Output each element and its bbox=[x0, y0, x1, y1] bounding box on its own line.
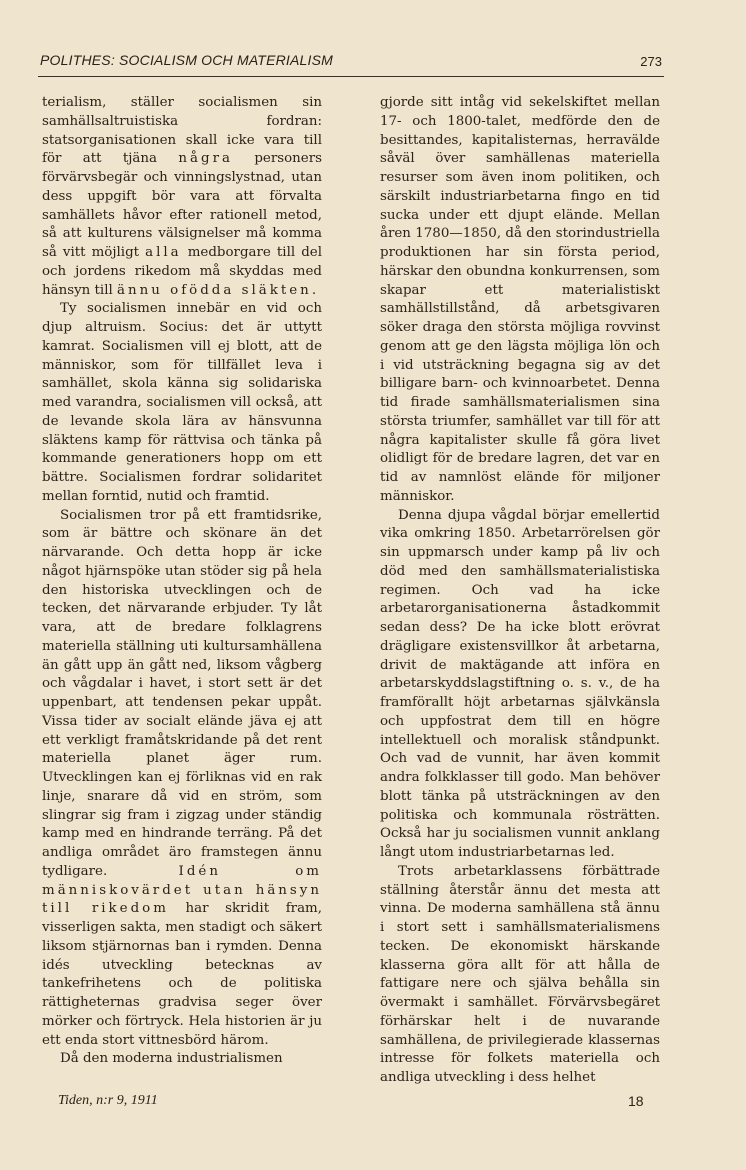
text-run: personers förvärvsbegär och vinningslystnad, utan dess uppgift bör vara att förvalta samhällets håvor efter rationell metod, så att kulturens välsignelser må komma så vitt möjligt bbox=[42, 151, 322, 260]
paragraph: Denna djupa vågdal börjar emellertid vika omkring 1850. Arbetarrörelsen gör sin uppmarsch under kamp på liv och död med den samhällsmaterialistiska regimen. Och vad ha icke arbetarorganisationerna åstadkommit sedan dess? De ha icke blott erövrat drägligare existensvillkor åt arbetarna, drivit de maktägande att införa en arbetarskyddslagstiftning o. s. v., de ha framförallt höjt arbetarnas självkänsla och uppfostrat dem till en högre intellektuell och moralisk ståndpunkt. Och vad de vunnit, har även kommit andra folkklasser till godo. Man behöver blott tänka på utsträckningen av den politiska och kommunala rösträtten. Också har ju socialismen vunnit anklang långt utom industriarbetarnas led. bbox=[380, 507, 660, 860]
text-run: . bbox=[311, 282, 317, 298]
running-header bbox=[38, 52, 664, 77]
paragraph: Ty socialismen innebär en vid och djup altruism. Socius: det är uttytt kamrat. Socialismen vill ej blott, att de människor, som för tillfället leva i samhället, skola känna sig solidariska med varandra, socialismen vill också, att de levande skola lära av hänsvunna släktens kamp för rättvisa och tänka på kommande generationers hopp om ett bättre. Socialismen fordrar solidaritet mellan forntid, nutid och framtid. bbox=[42, 301, 322, 504]
paragraph: Trots arbetarklassens förbättrade ställning återstår ännu det mesta att vinna. De moderna samhällena stå ännu i stort sett i samhällsmaterialismens tecken. De ekonomiskt härskande klasserna göra allt för att hålla de fattigare nere och själva behålla sin övermakt i samhället. Förvärvsbegäret förhärskar helt i de nuvarande samhällena, de privilegierade klassernas intresse för folkets materiella och andliga utveckling i dess helhet bbox=[380, 863, 660, 1085]
text-run: har skridit fram, visserligen sakta, men stadigt och säkert liksom stjärnornas ban i rymden. Denna idés utveckling betecknas av tankefrihetens och de politiska rättigheternas gradvisa seger över mörker och förtryck. Hela historien är ju ett enda stort vittnesbörd härom. bbox=[42, 901, 323, 1048]
emphasis-text: några bbox=[178, 151, 233, 167]
running-title: POLITHES: SOCIALISM OCH MATERIALISM bbox=[40, 52, 334, 68]
text-run: terialism, ställer socialismen sin samhällsaltruistiska fordran: statsorganisationen skall icke vara till för att tjäna bbox=[42, 95, 322, 167]
paragraph bbox=[42, 94, 322, 300]
emphasis-text: Idén om människovärdet utan hänsyn till rikedom bbox=[42, 863, 322, 917]
journal-footer: Tiden, n:r 9, 1911 bbox=[58, 1093, 158, 1108]
sheet-number: 18 bbox=[628, 1093, 644, 1109]
page-number: 273 bbox=[640, 54, 662, 69]
emphasis-text: ännu ofödda släkten bbox=[117, 282, 312, 298]
text-run: Socialismen tror på ett framtidsrike, som är bättre och skönare än det närvarande. Och detta hopp är icke något hjärnspöke utan stöder sig på hela den historiska utvecklingen och de tecken, det närvarande erbjuder. Ty låt vara, att de bredare folklagrens materiella ställning uti kultursamhällena än gått upp än gått ned, liksom vågberg och vågdalar i havet, i stort sett är det uppenbart, att tendensen pekar uppåt. Vissa tider av socialt elände jäva ej att ett verkligt framåtskridande på det rent materiella planet äger rum. Utvecklingen kan ej förliknas vid en rak linje, snarare då vid en ström, som slingrar sig fram i zigzag under ständig kamp med en hindrande terräng. På det andliga området äro framstegen ännu tydligare. bbox=[42, 507, 322, 879]
paragraph: Då den moderna industrialismen bbox=[60, 1051, 283, 1067]
paragraph bbox=[42, 507, 322, 1051]
left-column bbox=[42, 94, 322, 1069]
text-run: medborgare till del och jordens rikedom må skyddas med hänsyn till bbox=[42, 245, 322, 298]
paragraph: gjorde sitt intåg vid sekelskiftet mellan 17- och 1800-talet, medförde den de besittandes, kapitalisternas, herravälde såväl över samhällenas materiella resurser som även inom politiken, och särskilt industriarbetarna fingo en tid sucka under ett djupt elände. Mellan åren 1780—1850, då den storindustriella produktionen har sin första period, härskar den obundna konkurrensen, som skapar ett materialistiskt samhällstillstånd, då arbetsgivaren söker draga den största möjliga rovvinst genom att ge den lägsta möjliga lön och i vid utsträckning begagna sig av det billigare barn- och kvinnoarbetet. Denna tid firade samhällsmaterialismen sina största triumfer, samhället var till för att några kapitalister skulle få göra livet olidligt för de bredare lagren, det var en tid av namnlöst elände för miljoner människor. bbox=[380, 95, 660, 504]
right-column bbox=[380, 94, 660, 1088]
emphasis-text: alla bbox=[145, 245, 182, 260]
